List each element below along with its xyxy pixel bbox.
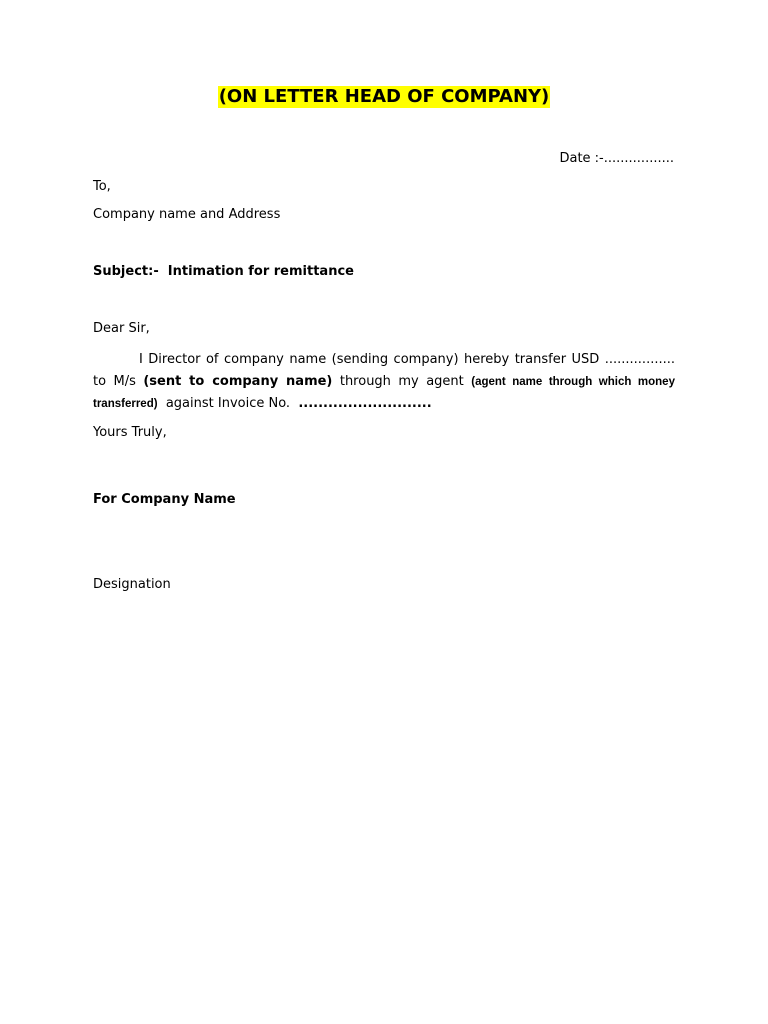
letter-body-paragraph: [93, 349, 675, 416]
sent-to-company: (sent to company name): [143, 373, 333, 389]
to-line: To,: [93, 179, 111, 194]
subject-label: Subject:-: [93, 264, 159, 279]
agent-note: (agent name through which money transferred): [93, 375, 675, 410]
body-part-2: through my agent: [339, 373, 464, 389]
closing-line: Yours Truly,: [93, 425, 167, 440]
letterhead-heading-wrap: [0, 86, 768, 108]
recipient-address: Company name and Address: [93, 207, 281, 222]
signoff-company: For Company Name: [93, 492, 236, 507]
invoice-number-blank: ...........................: [298, 396, 432, 411]
body-part-1: I Director of company name (sending company) hereby transfer USD ................. to M/s: [93, 352, 675, 389]
date-line: Date :-.................: [559, 151, 674, 166]
letterhead-heading: (ON LETTER HEAD OF COMPANY): [218, 86, 550, 107]
designation-line: Designation: [93, 577, 171, 592]
body-part-3: against Invoice No.: [165, 396, 291, 411]
subject-line: [93, 264, 354, 280]
salutation: Dear Sir,: [93, 321, 150, 336]
subject-text: Intimation for remittance: [167, 264, 354, 279]
